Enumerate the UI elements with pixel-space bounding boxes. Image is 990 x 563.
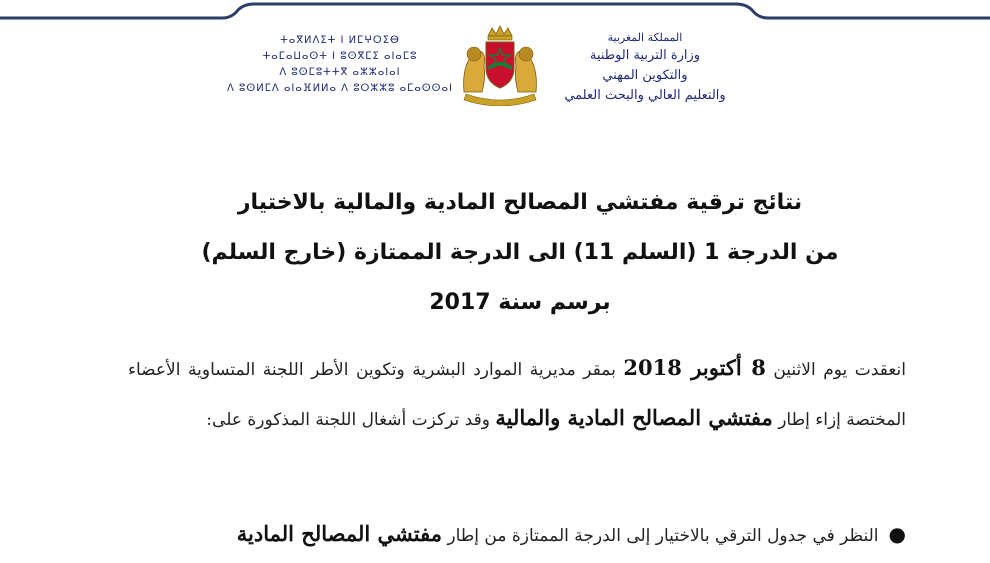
- ministry-line: وزارة التربية الوطنية: [589, 48, 701, 63]
- bullet-bold-text: مفتشي المصالح المادية: [236, 521, 442, 546]
- paragraph-text: انعقدت يوم الاثنين: [765, 360, 906, 380]
- body-paragraph: [128, 344, 906, 444]
- paragraph-text: وقد تركزت أشغال اللجنة المذكورة على:: [206, 410, 496, 430]
- tifinagh-ministry-name: [225, 33, 455, 97]
- bullet-icon: ●: [888, 522, 906, 546]
- meeting-date: 8 أكتوبر 2018: [623, 355, 766, 380]
- ministry-name-arabic: [530, 30, 760, 106]
- bullet-item: [128, 510, 906, 560]
- tifinagh-line: ⴷ ⵓⵙⵍⵎⴷ ⴰⵏⴰⴼⵍⵍⴰ ⴷ ⵓⵔⵣⵣⵓ ⴰⵎⴰⵙⵙⴰⵏ: [227, 83, 453, 94]
- ministry-line: والتكوين المهني: [602, 68, 688, 83]
- title-line: نتائج ترقية مفتشي المصالح المادية والمالية بالاختيار: [237, 190, 803, 215]
- header-frame-line: [0, 0, 990, 24]
- title-line: برسم سنة 2017: [429, 290, 611, 315]
- ministry-line: والتعليم العالي والبحث العلمي: [564, 88, 726, 103]
- paragraph-text: بمقر مديرية الموارد البشرية وتكوين الأطر اللجنة المتساوية الأعضاء المختصة إزاء إطار: [128, 360, 906, 430]
- tifinagh-line: ⴷ ⵓⵙⵎⵓⵜⵜⴳ ⴰⵣⵣⴰⵏⴰⵏ: [279, 67, 401, 78]
- corps-name: مفتشي المصالح المادية والمالية: [495, 405, 773, 430]
- bullet-text: النظر في جدول الترقي بالاختيار إلى الدرجة الممتازة من إطار: [441, 526, 879, 546]
- kingdom-name: المملكة المغربية: [607, 31, 683, 44]
- document-title: [180, 178, 860, 328]
- title-line: من الدرجة 1 (السلم 11) الى الدرجة الممتازة (خارج السلم): [201, 240, 839, 265]
- tifinagh-line: ⵜⴰⵎⴰⵡⴰⵙⵜ ⵏ ⵓⵙⴳⵎⵉ ⴰⵏⴰⵎⵓ: [262, 51, 418, 62]
- tifinagh-line: ⵜⴰⴳⵍⴷⵉⵜ ⵏ ⵍⵎⵖⵔⵉⴱ: [280, 35, 400, 46]
